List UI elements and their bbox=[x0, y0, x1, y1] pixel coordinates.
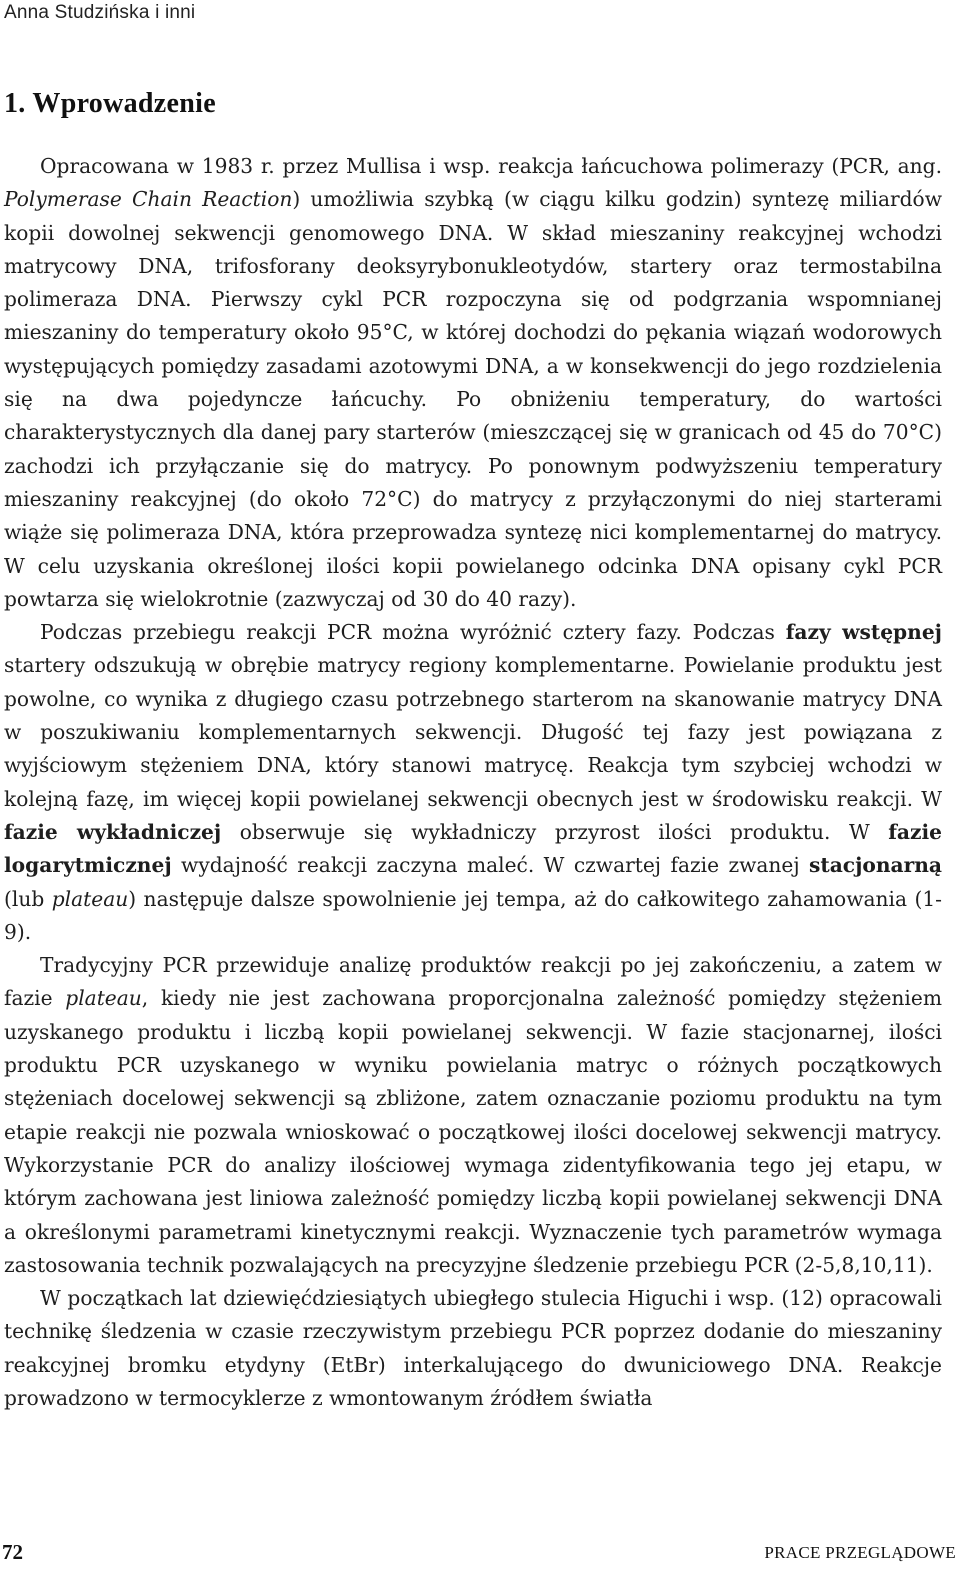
body-paragraph bbox=[4, 1282, 942, 1415]
italic-term: plateau bbox=[51, 886, 129, 911]
text-run: (lub bbox=[4, 886, 52, 911]
text-run: ) umożliwia szybką (w ciągu kilku godzin) syntezę miliardów kopii dowolnej sekwencji genomowego DNA. W skład mieszaniny reakcyjnej wchodzi matrycowy DNA, trifosforany deoksyrybonukleotydów, startery oraz termostabilna polimeraza DNA. Pierwszy cykl PCR rozpoczyna się od podgrzania wspomnianej mieszaniny do temperatury około 95°C, w której dochodzi do pękania wiązań wodorowych występujących pomiędzy zasadami azotowymi DNA, a w konsekwencji do jego rozdzielenia się na dwa pojedyncze łańcuchy. Po obniżeniu temperatury, do wartości charakterystycznych dla danej pary starterów (mieszczącej się w granicach od 45 do 70°C) zachodzi ich przyłączanie się do matrycy. Po ponownym podwyższeniu temperatury mieszaniny reakcyjnej (do około 72°C) do matrycy z przyłączonymi do niej starterami wiąże się polimeraza DNA, która przeprowadza syntezę nici komplementarnej do matrycy. W celu uzyskania określonej ilości kopii powielanego odcinka DNA opisany cykl PCR powtarza się wielokrotnie (zazwyczaj od 30 do 40 razy). bbox=[4, 187, 942, 611]
page-number: 72 bbox=[2, 1540, 23, 1564]
bold-term: stacjonarną bbox=[809, 853, 942, 878]
text-run: Opracowana w 1983 r. przez Mullisa i wsp. reakcja łańcuchowa polimerazy (PCR, ang. bbox=[40, 154, 942, 178]
text-run: , kiedy nie jest zachowana proporcjonalna zależność pomiędzy stężeniem uzyskanego produktu i liczbą kopii powielanej sekwencji. W fazie stacjonarnej, ilości produktu PCR uzyskanego w wyniku powielania matryc o różnych początkowych stężeniach docelowej sekwencji są zbliżone, zatem oznaczanie poziomu produktu na tym etapie reakcji nie pozwala wnioskować o początkowej ilości docelowej sekwencji matrycy. Wykorzystanie PCR do analizy ilościowej wymaga zidentyfikowania tego jej etapu, w którym zachowana jest liniowa zależność pomiędzy liczbą kopii powielanej sekwencji DNA a określonymi parametrami kinetycznymi reakcji. Wyznaczenie tych parametrów wymaga zastosowania technik pozwalających na precyzyjne śledzenie przebiegu PCR (2-5,8,10,11). bbox=[4, 986, 942, 1277]
bold-term: fazie logarytmicznej bbox=[4, 819, 942, 878]
body-paragraph bbox=[4, 616, 942, 949]
section-heading: 1. Wprowadzenie bbox=[4, 88, 216, 119]
text-run: startery odszukują w obrębie matrycy regiony komplementarne. Powielanie produktu jest powolne, co wynika z długiego czasu potrzebnego starterom na skanowanie matrycy DNA w poszukiwaniu komplementarnych sekwencji. Długość tej fazy jest powiązana z wyjściowym stężeniem DNA, który stanowi matrycę. Reakcja tym szybciej wchodzi w kolejną fazę, im więcej kopii powielanej sekwencji obecnych jest w środowisku reakcji. W bbox=[4, 653, 942, 811]
bold-term: fazy wstępnej bbox=[785, 620, 942, 645]
text-run: Podczas przebiegu reakcji PCR można wyróżnić cztery fazy. Podczas bbox=[40, 620, 786, 645]
italic-term: plateau bbox=[65, 986, 142, 1011]
body-paragraph bbox=[4, 150, 942, 616]
text-run: W początkach lat dziewięćdziesiątych ubiegłego stulecia Higuchi i wsp. (12) opracowali technikę śledzenia w czasie rzeczywistym przebiegu PCR poprzez dodanie do mieszaniny reakcyjnej bromku etydyny (EtBr) interkalującego do dwuniciowego DNA. Reakcje prowadzono w termocyklerze z wmontowanym źródłem światła bbox=[4, 1286, 942, 1410]
text-run: obserwuje się wykładniczy przyrost ilości produktu. W bbox=[221, 819, 889, 844]
article-body bbox=[4, 150, 942, 1415]
text-run: ) następuje dalsze spowolnienie jej tempa, aż do całkowitego zahamowania (1-9). bbox=[4, 886, 942, 944]
text-run: Tradycyjny PCR przewiduje analizę produktów reakcji po jej zakończeniu, a zatem w fazie bbox=[4, 953, 942, 1011]
journal-section-label: PRACE PRZEGLĄDOWE bbox=[764, 1543, 956, 1562]
bold-term: fazie wykładniczej bbox=[4, 819, 222, 844]
body-paragraph bbox=[4, 949, 942, 1282]
text-run: wydajność reakcji zaczyna maleć. W czwartej fazie zwanej bbox=[171, 853, 810, 878]
running-header-authors: Anna Studzińska i inni bbox=[4, 2, 196, 23]
italic-term: Polymerase Chain Reaction bbox=[4, 187, 293, 212]
